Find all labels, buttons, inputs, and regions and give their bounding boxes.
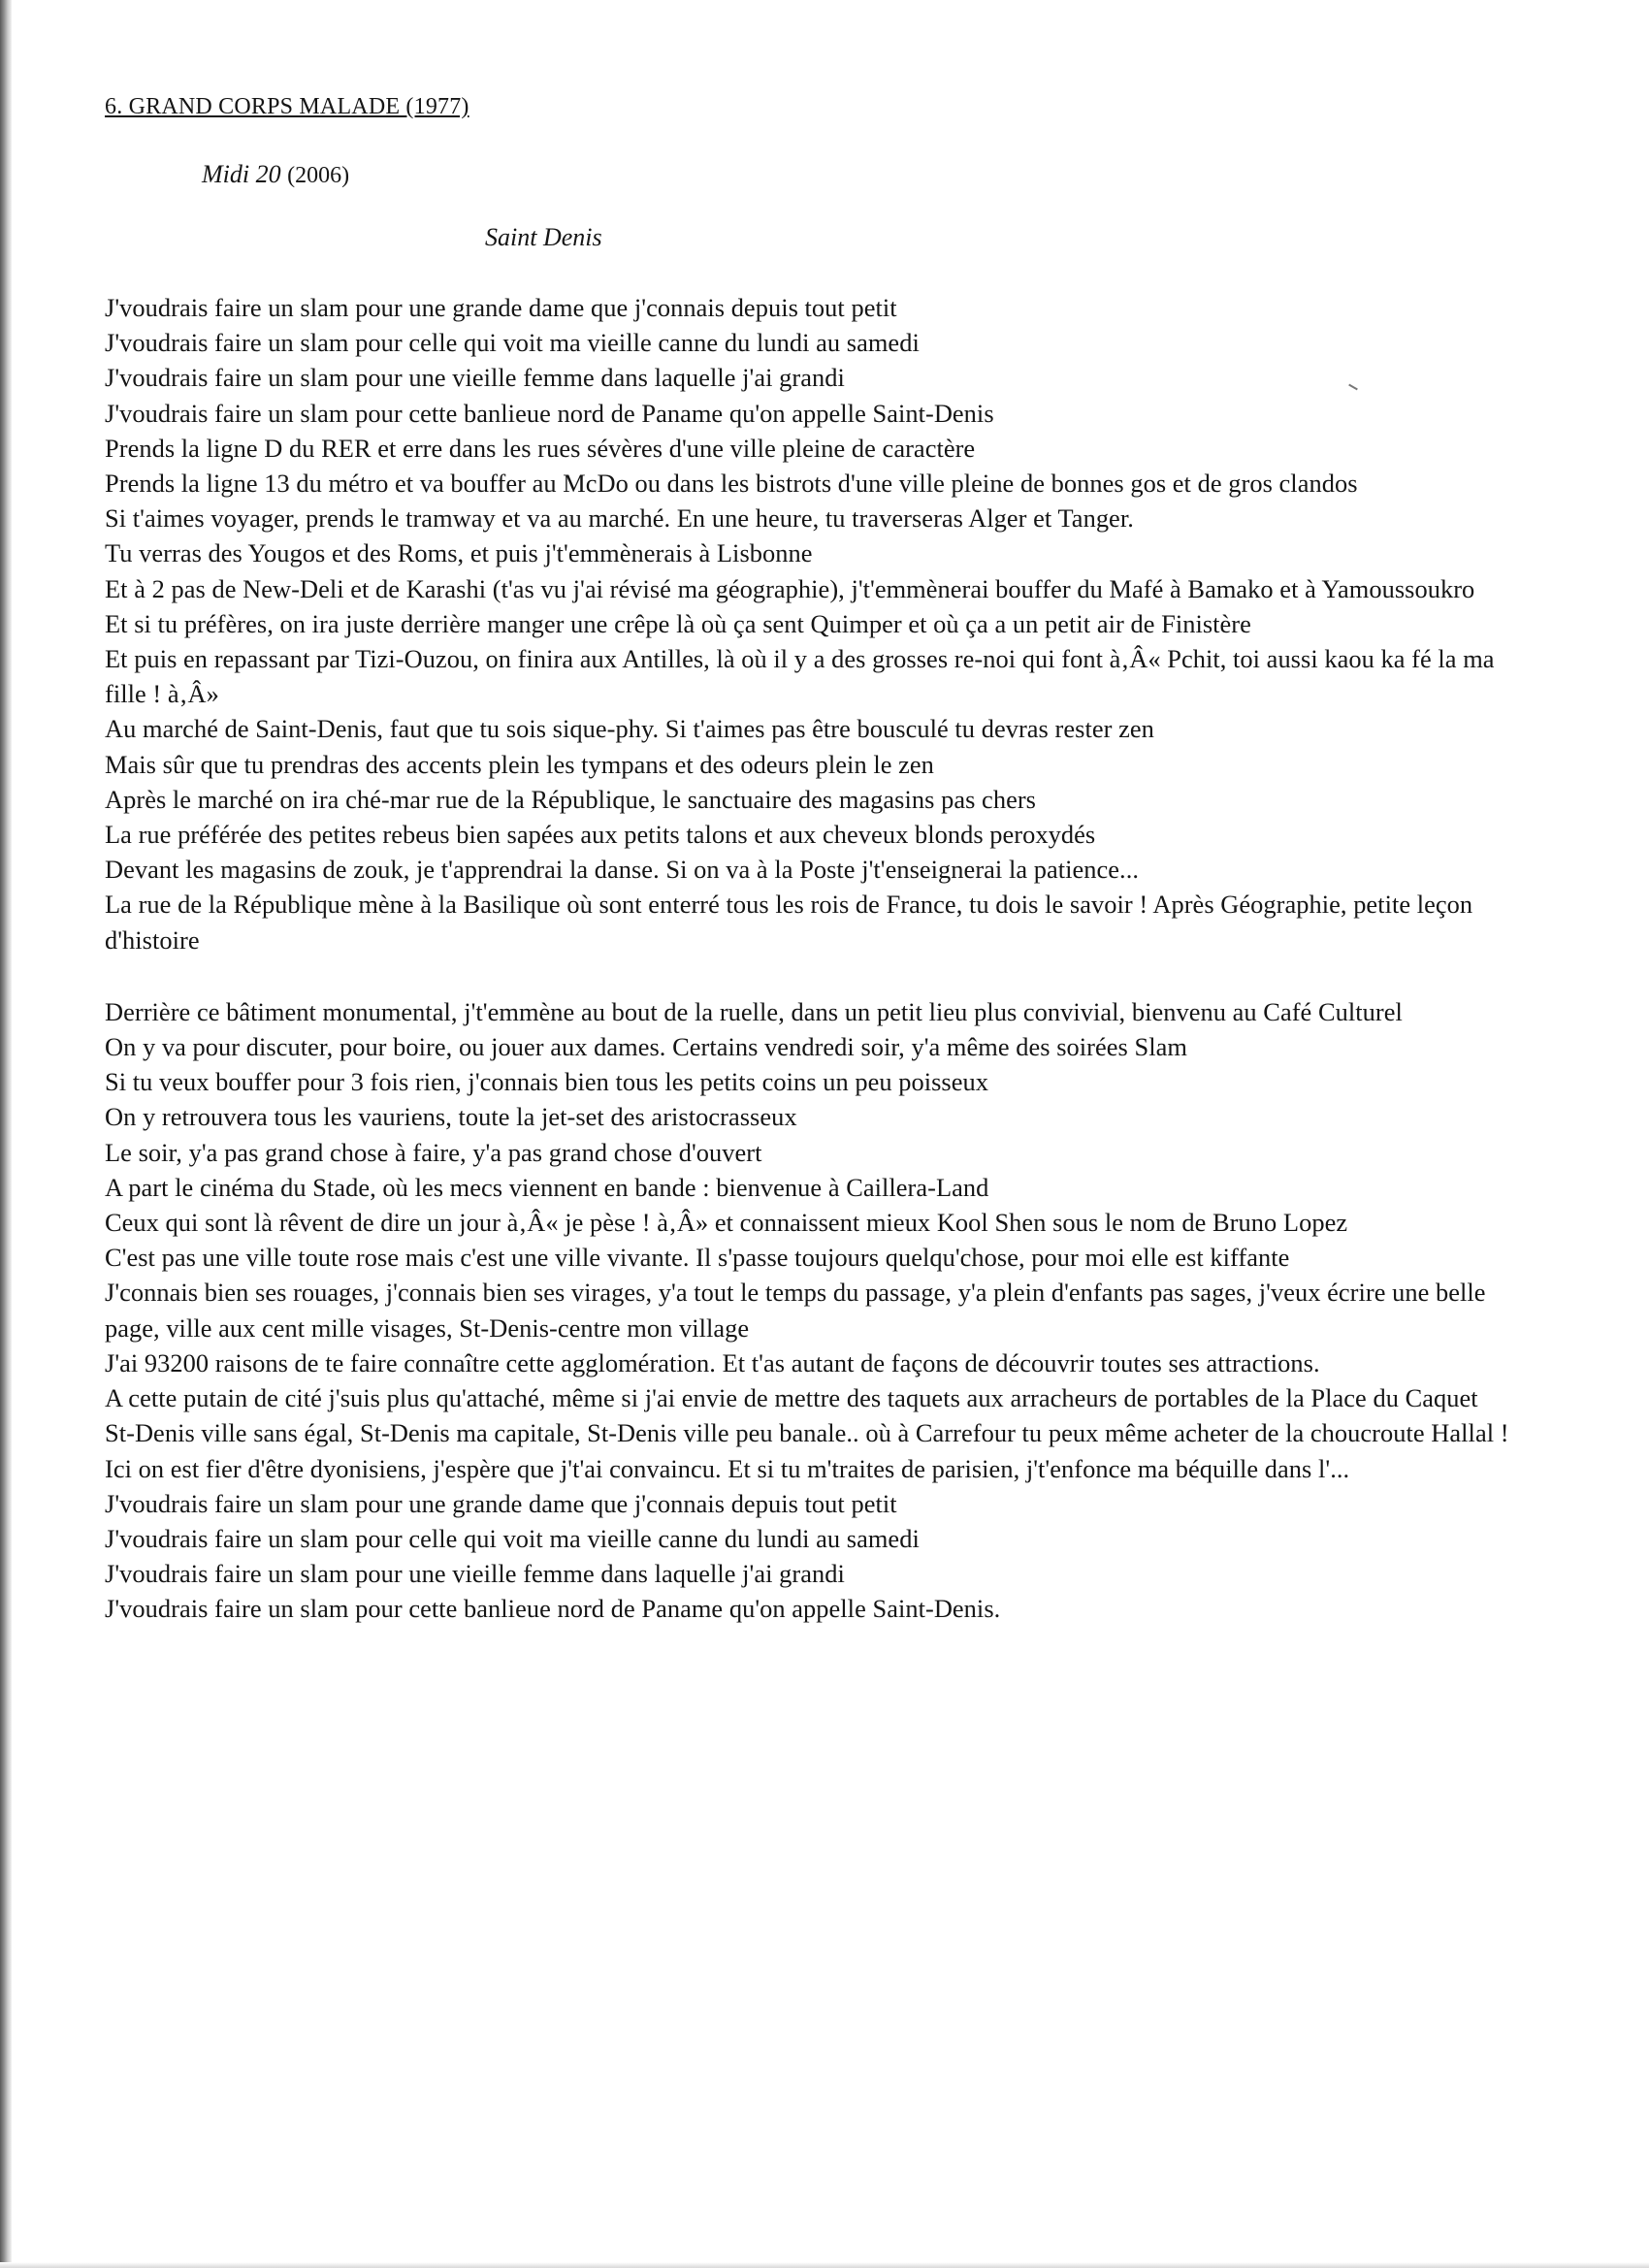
- poem-line: A cette putain de cité j'suis plus qu'attaché, même si j'ai envie de mettre des taquets aux arracheurs de portables de la Place du Caquet: [105, 1383, 1478, 1413]
- poem-line: J'voudrais faire un slam pour celle qui voit ma vieille canne du lundi au samedi: [105, 1523, 920, 1553]
- poem-line: J'voudrais faire un slam pour celle qui voit ma vieille canne du lundi au samedi: [105, 328, 920, 358]
- poem-line: J'voudrais faire un slam pour cette banlieue nord de Paname qu'on appelle Saint-Denis.: [105, 1594, 1001, 1624]
- poem-line: Et si tu préfères, on ira juste derrière manger une crêpe là où ça sent Quimper et où ça a un petit air de Finistère: [105, 608, 1251, 638]
- poem-line: A part le cinéma du Stade, où les mecs viennent en bande : bienvenue à Caillera-Land: [105, 1172, 989, 1202]
- poem-line: J'voudrais faire un slam pour une grande dame que j'connais depuis tout petit: [105, 1488, 897, 1518]
- poem-line: C'est pas une ville toute rose mais c'est une ville vivante. Il s'passe toujours quelqu'chose, pour moi elle est kiffante: [105, 1243, 1290, 1273]
- poem-line: Tu verras des Yougos et des Roms, et puis j't'emmènerais à Lisbonne: [105, 538, 813, 568]
- poem-line: Et à 2 pas de New-Deli et de Karashi (t'as vu j'ai révisé ma géographie), j't'emmènerai bouffer du Mafé à Bamako et à Yamoussoukro: [105, 573, 1475, 603]
- poem-line: Ceux qui sont là rêvent de dire un jour à‚Â« je pèse ! à‚Â» et connaissent mieux Kool Shen sous le nom de Bruno Lopez: [105, 1208, 1348, 1238]
- poem-line: Et puis en repassant par Tizi-Ouzou, on finira aux Antilles, là où il y a des grosses re-noi qui font à‚Â« Pchit, toi aussi kaou ka fé la ma fille ! à‚Â»: [105, 644, 1495, 709]
- scan-bottom-edge: [0, 2262, 1649, 2268]
- poem-line: St-Denis ville sans égal, St-Denis ma capitale, St-Denis ville peu banale.. où à Carrefour tu peux même acheter de la choucroute Hallal !: [105, 1418, 1509, 1448]
- poem-line: Devant les magasins de zouk, je t'apprendrai la danse. Si on va à la Poste j't'enseignerai la patience...: [105, 855, 1139, 885]
- poem-line: J'voudrais faire un slam pour une grande dame que j'connais depuis tout petit: [105, 293, 897, 322]
- poem-line: Ici on est fier d'être dyonisiens, j'espère que j't'ai convaincu. Et si tu m'traites de parisien, j't'enfonce ma béquille dans l'...: [105, 1453, 1350, 1483]
- poem-line: On y retrouvera tous les vauriens, toute la jet-set des aristocrasseux: [105, 1102, 797, 1132]
- poem-line: J'voudrais faire un slam pour cette banlieue nord de Paname qu'on appelle Saint-Denis: [105, 398, 994, 428]
- poem-line: Le soir, y'a pas grand chose à faire, y'a pas grand chose d'ouvert: [105, 1137, 762, 1167]
- document-page: [105, 89, 1540, 1627]
- poem-line: Si tu veux bouffer pour 3 fois rien, j'connais bien tous les petits coins un peu poisseux: [105, 1067, 989, 1097]
- poem-line: Prends la ligne D du RER et erre dans les rues sévères d'une ville pleine de caractère: [105, 433, 976, 463]
- stanza-2: [105, 994, 1540, 1627]
- scan-left-edge: [0, 0, 12, 2268]
- poem-line: La rue de la République mène à la Basilique où sont enterré tous les rois de France, tu dois le savoir ! Après Géographie, petite leçon d'histoire: [105, 890, 1473, 955]
- section-heading: 6. GRAND CORPS MALADE (1977): [105, 94, 469, 119]
- poem-line: Prends la ligne 13 du métro et va bouffer au McDo ou dans les bistrots d'une ville pleine de bonnes gos et de gros clandos: [105, 469, 1358, 499]
- poem-line: J'ai 93200 raisons de te faire connaître cette agglomération. Et t'as autant de façons de découvrir toutes ses attractions.: [105, 1347, 1320, 1377]
- poem-line: Si t'aimes voyager, prends le tramway et va au marché. En une heure, tu traverseras Alger et Tanger.: [105, 503, 1134, 534]
- poem-title: Saint Denis: [485, 223, 602, 251]
- poem-line: Au marché de Saint-Denis, faut que tu sois sique-phy. Si t'aimes pas être bousculé tu devras rester zen: [105, 714, 1154, 744]
- album-year: (2006): [287, 163, 350, 188]
- poem-line: Après le marché on ira ché-mar rue de la République, le sanctuaire des magasins pas chers: [105, 784, 1036, 814]
- stanza-1: [105, 290, 1540, 957]
- poem-line: On y va pour discuter, pour boire, ou jouer aux dames. Certains vendredi soir, y'a même des soirées Slam: [105, 1032, 1187, 1062]
- poem-line: Mais sûr que tu prendras des accents plein les tympans et des odeurs plein le zen: [105, 749, 934, 779]
- album-title: Midi 20: [202, 160, 281, 188]
- poem-line: J'voudrais faire un slam pour une vieille femme dans laquelle j'ai grandi: [105, 363, 845, 393]
- album-line: [202, 155, 1540, 195]
- poem-line: La rue préférée des petites rebeus bien sapées aux petits talons et aux cheveux blonds peroxydés: [105, 820, 1096, 850]
- poem-line: Derrière ce bâtiment monumental, j't'emmène au bout de la ruelle, dans un petit lieu plus convivial, bienvenu au Café Culturel: [105, 996, 1403, 1026]
- poem-line: J'connais bien ses rouages, j'connais bien ses virages, y'a tout le temps du passage, y'a plein d'enfants pas sages, j'veux écrire une belle page, ville aux cent mille visages, St-Denis-centre mon village: [105, 1278, 1486, 1343]
- poem-line: J'voudrais faire un slam pour une vieille femme dans laquelle j'ai grandi: [105, 1559, 845, 1589]
